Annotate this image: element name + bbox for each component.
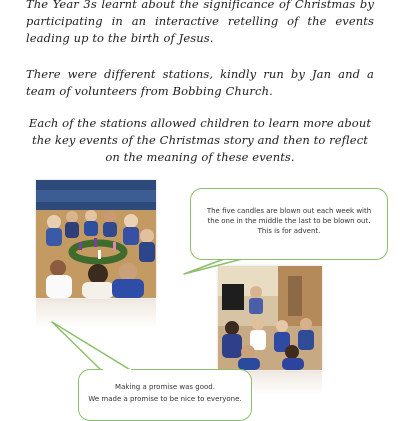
speech-bubble-candles-text: The five candles are blown out each week with the one in the middle the last to be blown out. This is for advent. [206,207,372,235]
promise-line-2: We made a promise to be nice to everyone. [88,395,242,403]
promise-line-1: Making a promise was good. [115,383,215,391]
paragraph-reflection: Each of the stations allowed children to learn more about the key events of the Christmas story and then to reflect on the meaning of these events. [28,116,372,164]
paragraph-intro: The Year 3s learnt about the significance of Christmas by participating in an interactive retelling of the events leading up to the birth of Jesus. [26,0,374,45]
paragraph-stations: There were different stations, kindly run by Jan and a team of volunteers from Bobbing Church. [26,67,374,98]
